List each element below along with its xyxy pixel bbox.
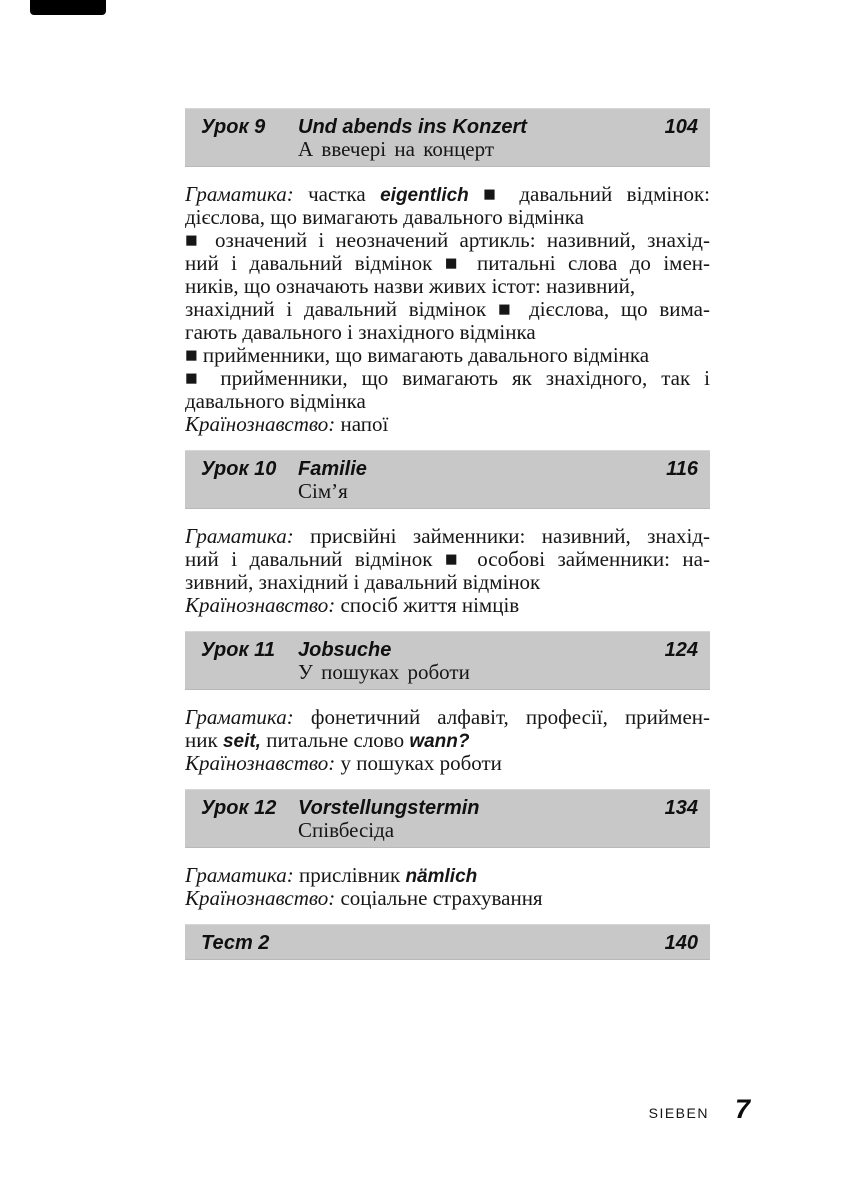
description-line	[185, 571, 710, 594]
lesson-page-number: 134	[664, 797, 698, 819]
text-segment: ■ прийменники, що вимагають давального відмінка	[185, 344, 650, 367]
text-segment: ний і давальний відмінок ■ питальні слова до імен-	[185, 252, 710, 275]
text-segment: давального відмінка	[185, 390, 366, 413]
lesson-description	[185, 183, 710, 436]
lesson-header-bar	[185, 789, 710, 848]
lesson-title-german: Und abends ins Konzert	[298, 116, 527, 138]
label-term: Граматика:	[185, 183, 294, 206]
lesson-page-number: 124	[664, 639, 698, 661]
text-segment: частка	[293, 183, 381, 206]
text-segment: знахідний і давальний відмінок ■ дієслова, що вима-	[185, 298, 710, 321]
description-line	[185, 390, 710, 413]
german-term: wann?	[409, 731, 470, 752]
lesson-header-bar	[185, 108, 710, 167]
description-line	[185, 729, 710, 752]
text-segment: напої	[335, 413, 389, 436]
lesson-page-number: 104	[664, 116, 698, 138]
label-term: Граматика:	[185, 525, 294, 548]
description-line	[185, 864, 710, 887]
description-line	[185, 367, 710, 390]
text-segment: прислівник	[293, 864, 406, 887]
label-term: Граматика:	[185, 706, 294, 729]
description-line	[185, 275, 710, 298]
lesson-label: Урок 12	[201, 797, 277, 819]
text-segment: соціальне страхування	[335, 887, 543, 910]
lesson-subtitle-ukrainian: Сім’я	[298, 479, 348, 503]
description-line	[185, 252, 710, 275]
lesson-description	[185, 864, 710, 910]
lesson-subtitle-ukrainian: А ввечері на концерт	[298, 137, 495, 161]
text-segment: ник	[185, 729, 223, 752]
description-line	[185, 183, 710, 206]
label-term: Країнознавство:	[185, 887, 336, 910]
lesson-label: Урок 9	[201, 116, 266, 138]
description-line	[185, 321, 710, 344]
label-term: Граматика:	[185, 864, 294, 887]
description-line	[185, 525, 710, 548]
footer-page-number: 7	[734, 1094, 750, 1124]
description-line	[185, 344, 710, 367]
description-line	[185, 548, 710, 571]
label-term: Країнознавство:	[185, 413, 336, 436]
text-segment: ■ прийменники, що вимагають як знахідного, так і	[185, 367, 710, 390]
text-segment: ■ давальний відмінок:	[468, 183, 710, 206]
description-line	[185, 413, 710, 436]
label-term: Країнознавство:	[185, 752, 336, 775]
description-line	[185, 229, 710, 252]
lesson-page-number: 116	[666, 458, 698, 480]
text-segment: зивний, знахідний і давальний відмінок	[185, 571, 541, 594]
text-segment: питальне слово	[260, 729, 410, 752]
toc-sections	[185, 108, 710, 960]
text-segment: ників, що означають назви живих істот: називний,	[185, 275, 636, 298]
lesson-label: Тест 2	[201, 932, 270, 954]
lesson-title-german: Vorstellungstermin	[298, 797, 480, 819]
text-segment: присвійні займенники: називний, знахід-	[293, 525, 710, 548]
footer-word: SIEBEN	[648, 1105, 709, 1121]
text-segment: дієслова, що вимагають давального відмінка	[185, 206, 584, 229]
german-term: nämlich	[405, 866, 478, 887]
text-segment: ний і давальний відмінок ■ особові займенники: на-	[185, 548, 710, 571]
german-term: seit,	[222, 731, 261, 752]
lesson-title-german	[298, 932, 628, 954]
lesson-subtitle-ukrainian: У пошуках роботи	[298, 660, 470, 684]
lesson-header-bar	[185, 631, 710, 690]
description-line	[185, 298, 710, 321]
lesson-label: Урок 10	[201, 458, 277, 480]
test-header-bar	[185, 924, 710, 960]
page-footer	[560, 1094, 750, 1125]
description-line	[185, 594, 710, 617]
text-segment: спосіб життя німців	[335, 594, 520, 617]
description-line	[185, 206, 710, 229]
scan-artifact	[30, 0, 106, 15]
description-line	[185, 706, 710, 729]
text-segment: фонетичний алфавіт, професії, приймен-	[293, 706, 710, 729]
lesson-subtitle-ukrainian: Співбесіда	[298, 818, 395, 842]
lesson-description	[185, 706, 710, 775]
lesson-title-german: Familie	[298, 458, 367, 480]
lesson-label: Урок 11	[201, 639, 275, 661]
label-term: Країнознавство:	[185, 594, 336, 617]
lesson-title-german: Jobsuche	[298, 639, 392, 661]
lesson-description	[185, 525, 710, 617]
german-term: eigentlich	[380, 185, 469, 206]
description-line	[185, 752, 710, 775]
lesson-page-number: 140	[664, 932, 698, 954]
text-segment: гають давального і знахідного відмінка	[185, 321, 536, 344]
text-segment: ■ означений і неозначений артикль: називний, знахід-	[185, 229, 710, 252]
description-line	[185, 887, 710, 910]
text-segment: у пошуках роботи	[335, 752, 502, 775]
lesson-header-bar	[185, 450, 710, 509]
